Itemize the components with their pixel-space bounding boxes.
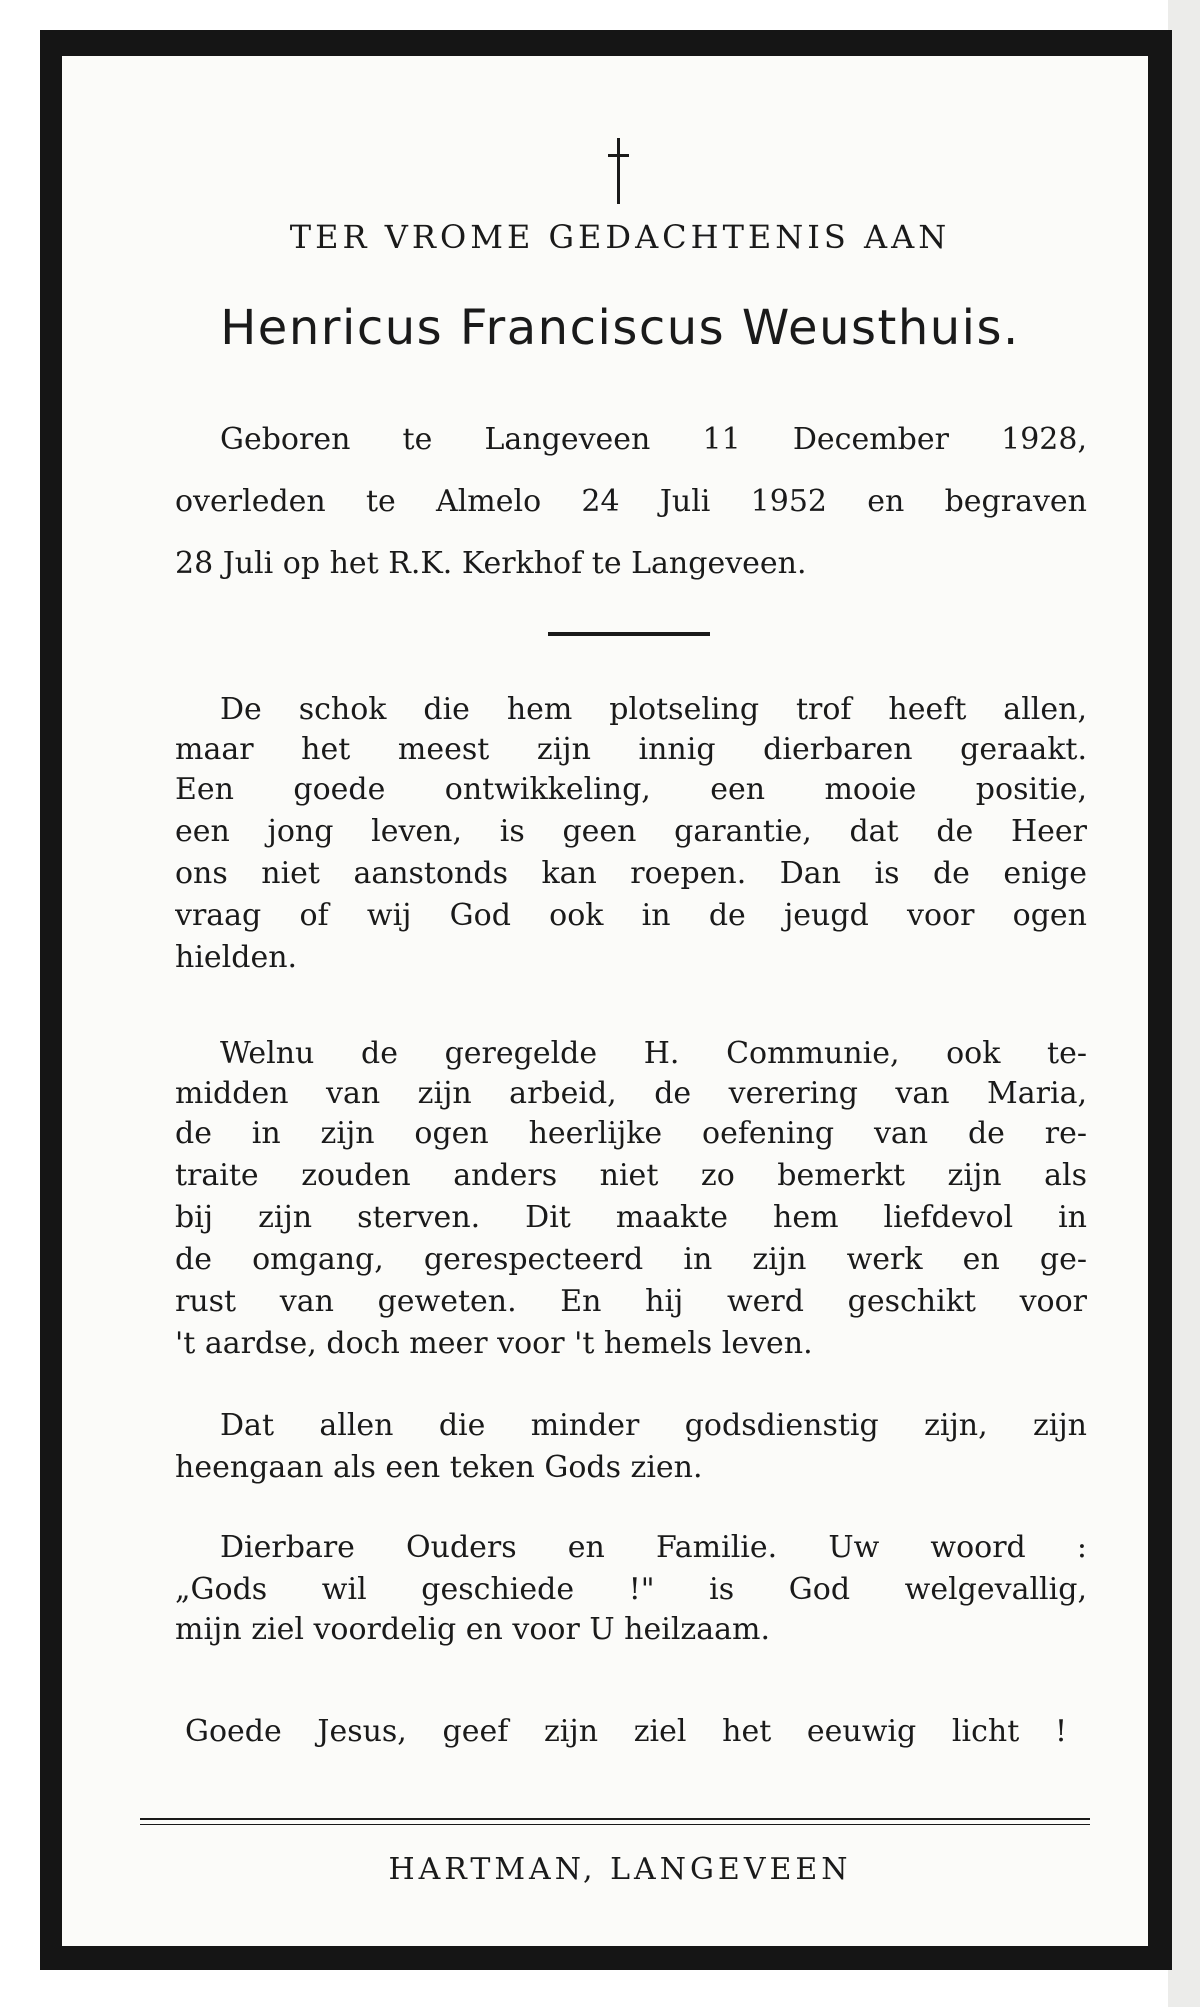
paragraph4-line-1: Dierbare Ouders en Familie. Uw woord :: [220, 1530, 1087, 1565]
biography-line-3: 28 Juli op het R.K. Kerkhof te Langeveen.: [175, 546, 807, 581]
paragraph3-line-1: Dat allen die minder godsdienstig zijn, zijn: [220, 1408, 1087, 1443]
footer-rule-top: [140, 1818, 1090, 1820]
paragraph1-line-3: Een goede ontwikkeling, een mooie positie,: [175, 772, 1087, 807]
paragraph2-line-3: de in zijn ogen heerlijke oefening van de re-: [175, 1116, 1087, 1151]
cross-icon: [608, 138, 628, 204]
paragraph2-line-4: traite zouden anders niet zo bemerkt zijn als: [175, 1158, 1087, 1193]
paragraph2-line-2: midden van zijn arbeid, de verering van Maria,: [175, 1076, 1087, 1111]
paragraph1-line-7: hielden.: [175, 940, 298, 975]
paragraph1-line-4: een jong leven, is geen garantie, dat de Heer: [175, 814, 1087, 849]
paragraph1-line-1: De schok die hem plotseling trof heeft allen,: [220, 692, 1087, 727]
section-divider: [548, 632, 710, 636]
scan-background-edge: [1168, 0, 1200, 2007]
paragraph4-line-2: „Gods wil geschiede !" is God welgevallig,: [175, 1572, 1087, 1607]
paragraph2-line-7: rust van geweten. En hij werd geschikt voor: [175, 1284, 1087, 1319]
biography-line-1: Geboren te Langeveen 11 December 1928,: [220, 422, 1087, 457]
paragraph1-line-2: maar het meest zijn innig dierbaren geraakt.: [175, 732, 1087, 767]
printer-credit: HARTMAN, LANGEVEEN: [388, 1852, 852, 1887]
paragraph3-line-2: heengaan als een teken Gods zien.: [175, 1450, 703, 1485]
paragraph2-line-5: bij zijn sterven. Dit maakte hem liefdevol in: [175, 1200, 1087, 1235]
card-header: TER VROME GEDACHTENIS AAN: [289, 218, 951, 256]
paragraph2-line-6: de omgang, gerespecteerd in zijn werk en ge-: [175, 1242, 1087, 1277]
paragraph1-line-5: ons niet aanstonds kan roepen. Dan is de enige: [175, 856, 1087, 891]
closing-prayer: Goede Jesus, geef zijn ziel het eeuwig licht !: [185, 1714, 1067, 1749]
paragraph2-line-1: Welnu de geregelde H. Communie, ook te-: [220, 1036, 1087, 1071]
paragraph1-line-6: vraag of wij God ook in de jeugd voor ogen: [175, 898, 1087, 933]
paragraph2-line-8: 't aardse, doch meer voor 't hemels leven.: [175, 1326, 813, 1361]
biography-line-2: overleden te Almelo 24 Juli 1952 en begraven: [175, 484, 1087, 519]
footer-rule-bottom: [140, 1824, 1090, 1825]
paragraph4-line-3: mijn ziel voordelig en voor U heilzaam.: [175, 1612, 770, 1647]
deceased-name: Henricus Franciscus Weusthuis.: [220, 300, 1020, 356]
